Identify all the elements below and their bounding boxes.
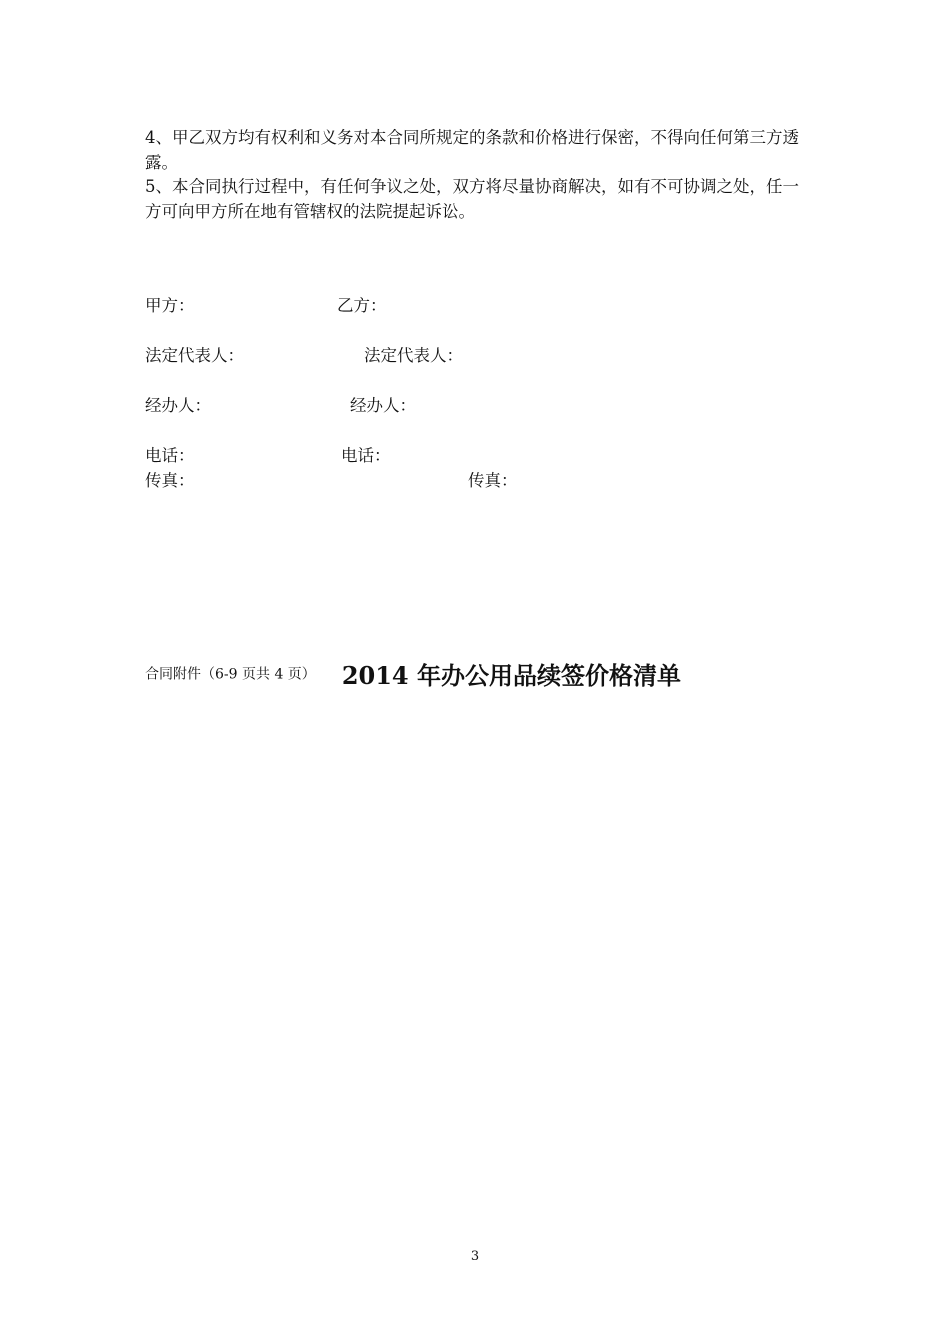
party-a-label: 甲方： xyxy=(145,296,195,315)
page-number: 3 xyxy=(470,1249,480,1264)
party-b-handler-label: 经办人： xyxy=(350,396,416,415)
appendix-title: 2014 年办公用品续签价格清单 xyxy=(341,661,681,690)
party-b-phone-label: 电话： xyxy=(341,446,391,465)
party-a-handler-label: 经办人： xyxy=(145,396,211,415)
party-b-legal-rep-label: 法定代表人： xyxy=(364,346,463,365)
appendix-heading xyxy=(145,656,681,691)
party-a-legal-rep-label: 法定代表人： xyxy=(145,346,244,365)
clause-4: 4、甲乙双方均有权利和义务对本合同所规定的条款和价格进行保密，不得向任何第三方透露。 xyxy=(145,128,799,172)
party-a-phone-label: 电话： xyxy=(145,446,195,465)
party-a-fax-label: 传真： xyxy=(145,471,195,490)
clause-5: 5、本合同执行过程中，有任何争议之处，双方将尽量协商解决，如有不可协调之处，任一方可向甲方所在地有管辖权的法院提起诉讼。 xyxy=(145,177,799,221)
contract-clauses xyxy=(145,126,813,224)
appendix-note: 合同附件（6-9 页共 4 页） xyxy=(145,666,316,683)
party-b-label: 乙方： xyxy=(337,296,387,315)
party-b-fax-label: 传真： xyxy=(468,471,518,490)
